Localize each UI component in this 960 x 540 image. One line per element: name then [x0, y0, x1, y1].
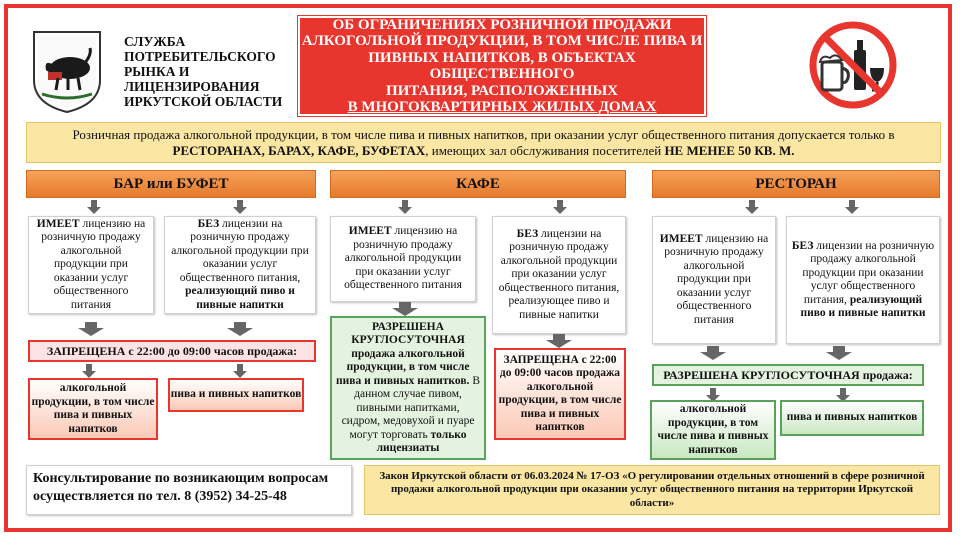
- bar-header: БАР или БУФЕТ: [26, 170, 316, 198]
- cafe-header: КАФЕ: [330, 170, 626, 198]
- card-text: лицензию на розничную продажу алкогольной продукции при оказании услуг общественного питания: [344, 225, 462, 292]
- arrow-down-icon: [233, 200, 247, 214]
- arrow-down-icon: [392, 302, 418, 316]
- arrow-down-icon: [826, 346, 852, 360]
- bar-ban-alcohol-card: алкогольной продукции, в том числе пива и пивных напитков: [28, 378, 158, 440]
- irkutsk-coat-of-arms-icon: [30, 26, 104, 114]
- card-bold: ИМЕЕТ: [659, 232, 703, 245]
- bar-ban-beer-card: пива и пивных напитков: [168, 378, 304, 412]
- card-bold: БЕЗ: [516, 227, 539, 240]
- card-bold: БЕЗ: [791, 239, 814, 252]
- title-underlined: В МНОГОКВАРТИРНЫХ ЖИЛЫХ ДОМАХ: [347, 99, 657, 115]
- card-text: лицензии на розничную продажу алкогольной продукции при оказании услуг общественного питания,: [171, 217, 309, 284]
- card-text: лицензию на розничную продажу алкогольной продукции при оказании услуг общественного питания: [41, 217, 146, 311]
- no-alcohol-icon: [808, 20, 898, 110]
- restaurant-allowed-beer-card: пива и пивных напитков: [780, 400, 924, 436]
- arrow-down-icon: [845, 200, 859, 214]
- card-bold: только лицензиаты: [376, 428, 467, 454]
- card-text: лицензию на розничную продажу алкогольной продукции при оказании услуг общественного питания: [664, 232, 769, 326]
- title-line: ПИТАНИЯ, РАСПОЛОЖЕННЫХ: [385, 82, 619, 99]
- page-title: [298, 16, 706, 116]
- org-name-line: СЛУЖБА: [124, 34, 186, 49]
- card-text: лицензии на розничную продажу алкогольной продукции при оказании услуг общественного питания,: [802, 239, 935, 306]
- card-bold: ИМЕЕТ: [36, 217, 80, 230]
- intro-text: , имеющих зал обслуживания посетителей: [425, 142, 665, 158]
- org-name-line: ИРКУТСКОЙ ОБЛАСТИ: [124, 94, 283, 109]
- org-name-line: ЛИЦЕНЗИРОВАНИЯ: [124, 79, 260, 94]
- consult-line: Консультирование по возникающим вопросам: [33, 471, 329, 486]
- arrow-down-icon: [227, 322, 253, 336]
- bar-ban-banner: ЗАПРЕЩЕНА с 22:00 до 09:00 часов продажа:: [28, 340, 316, 362]
- intro-venues: РЕСТОРАНАХ, БАРАХ, КАФЕ, БУФЕТАХ: [172, 142, 426, 158]
- card-bold: БЕЗ: [197, 217, 220, 230]
- arrow-down-icon: [78, 322, 104, 336]
- restaurant-allowed-banner: РАЗРЕШЕНА КРУГЛОСУТОЧНАЯ продажа:: [652, 364, 924, 386]
- arrow-down-icon: [745, 200, 759, 214]
- arrow-down-icon: [553, 200, 567, 214]
- restaurant-licensed-card: [652, 216, 776, 344]
- title-line: ОБ ОГРАНИЧЕНИЯХ РОЗНИЧНОЙ ПРОДАЖИ: [332, 16, 672, 33]
- org-name: [124, 34, 294, 109]
- card-bold: реализующий пиво и пивные напитки: [185, 285, 295, 311]
- arrow-down-icon: [87, 200, 101, 214]
- card-text: лицензии на розничную продажу алкогольной продукции при оказании услуг общественного питания, реализующее пиво и пивные напитки: [498, 227, 620, 321]
- intro-text: Розничная продажа алкогольной продукции, в том числе пива и пивных напитков, при оказании услуг общественного питания допускается только в: [72, 126, 895, 142]
- restaurant-allowed-alcohol-card: алкогольной продукции, в том числе пива и пивных напитков: [650, 400, 776, 460]
- law-reference: Закон Иркутской области от 06.03.2024 № 17-ОЗ «О регулировании отдельных отношений в сфере розничной продажи алкогольной продукции при оказании услуг общественного питания на территории Иркутской области»: [364, 465, 940, 515]
- title-line: АЛКОГОЛЬНОЙ ПРОДУКЦИИ, В ТОМ ЧИСЛЕ ПИВА И: [301, 33, 703, 49]
- card-bold: реализующий пиво и пивные напитки: [800, 293, 926, 319]
- org-name-line: РЫНКА И: [124, 64, 190, 79]
- cafe-unlicensed-card: [492, 216, 626, 334]
- arrow-down-icon: [233, 364, 247, 378]
- intro-area: НЕ МЕНЕЕ 50 КВ. М.: [664, 142, 795, 158]
- cafe-licensed-card: [330, 216, 476, 302]
- cafe-allowed-card: [330, 316, 486, 460]
- org-name-line: ПОТРЕБИТЕЛЬСКОГО: [124, 49, 276, 64]
- bar-unlicensed-card: [164, 216, 316, 314]
- arrow-down-icon: [398, 200, 412, 214]
- arrow-down-icon: [700, 346, 726, 360]
- title-line: ПИВНЫХ НАПИТКОВ, В ОБЪЕКТАХ ОБЩЕСТВЕННОГО: [368, 49, 636, 82]
- intro-statement: [26, 122, 941, 163]
- arrow-down-icon: [546, 334, 572, 348]
- bar-licensed-card: [28, 216, 154, 314]
- consult-phone: осуществляется по тел. 8 (3952) 34-25-48: [33, 489, 287, 504]
- cafe-ban-card: ЗАПРЕЩЕНА с 22:00 до 09:00 часов продажа алкогольной продукции, в том числе пива и пивных напитков: [494, 348, 626, 440]
- arrow-down-icon: [82, 364, 96, 378]
- card-bold: РАЗРЕШЕНА КРУГЛОСУТОЧНАЯ продажа алкогольной продукции, в том числе пива и пивных напитков.: [336, 320, 470, 387]
- restaurant-header: РЕСТОРАН: [652, 170, 940, 198]
- consultation-info: [26, 465, 352, 515]
- card-bold: ИМЕЕТ: [348, 225, 392, 238]
- card-text: В данном случае пивом, пивными напитками, сидром, медовухой и пуаре могут торговать: [341, 374, 480, 441]
- restaurant-unlicensed-card: [786, 216, 940, 344]
